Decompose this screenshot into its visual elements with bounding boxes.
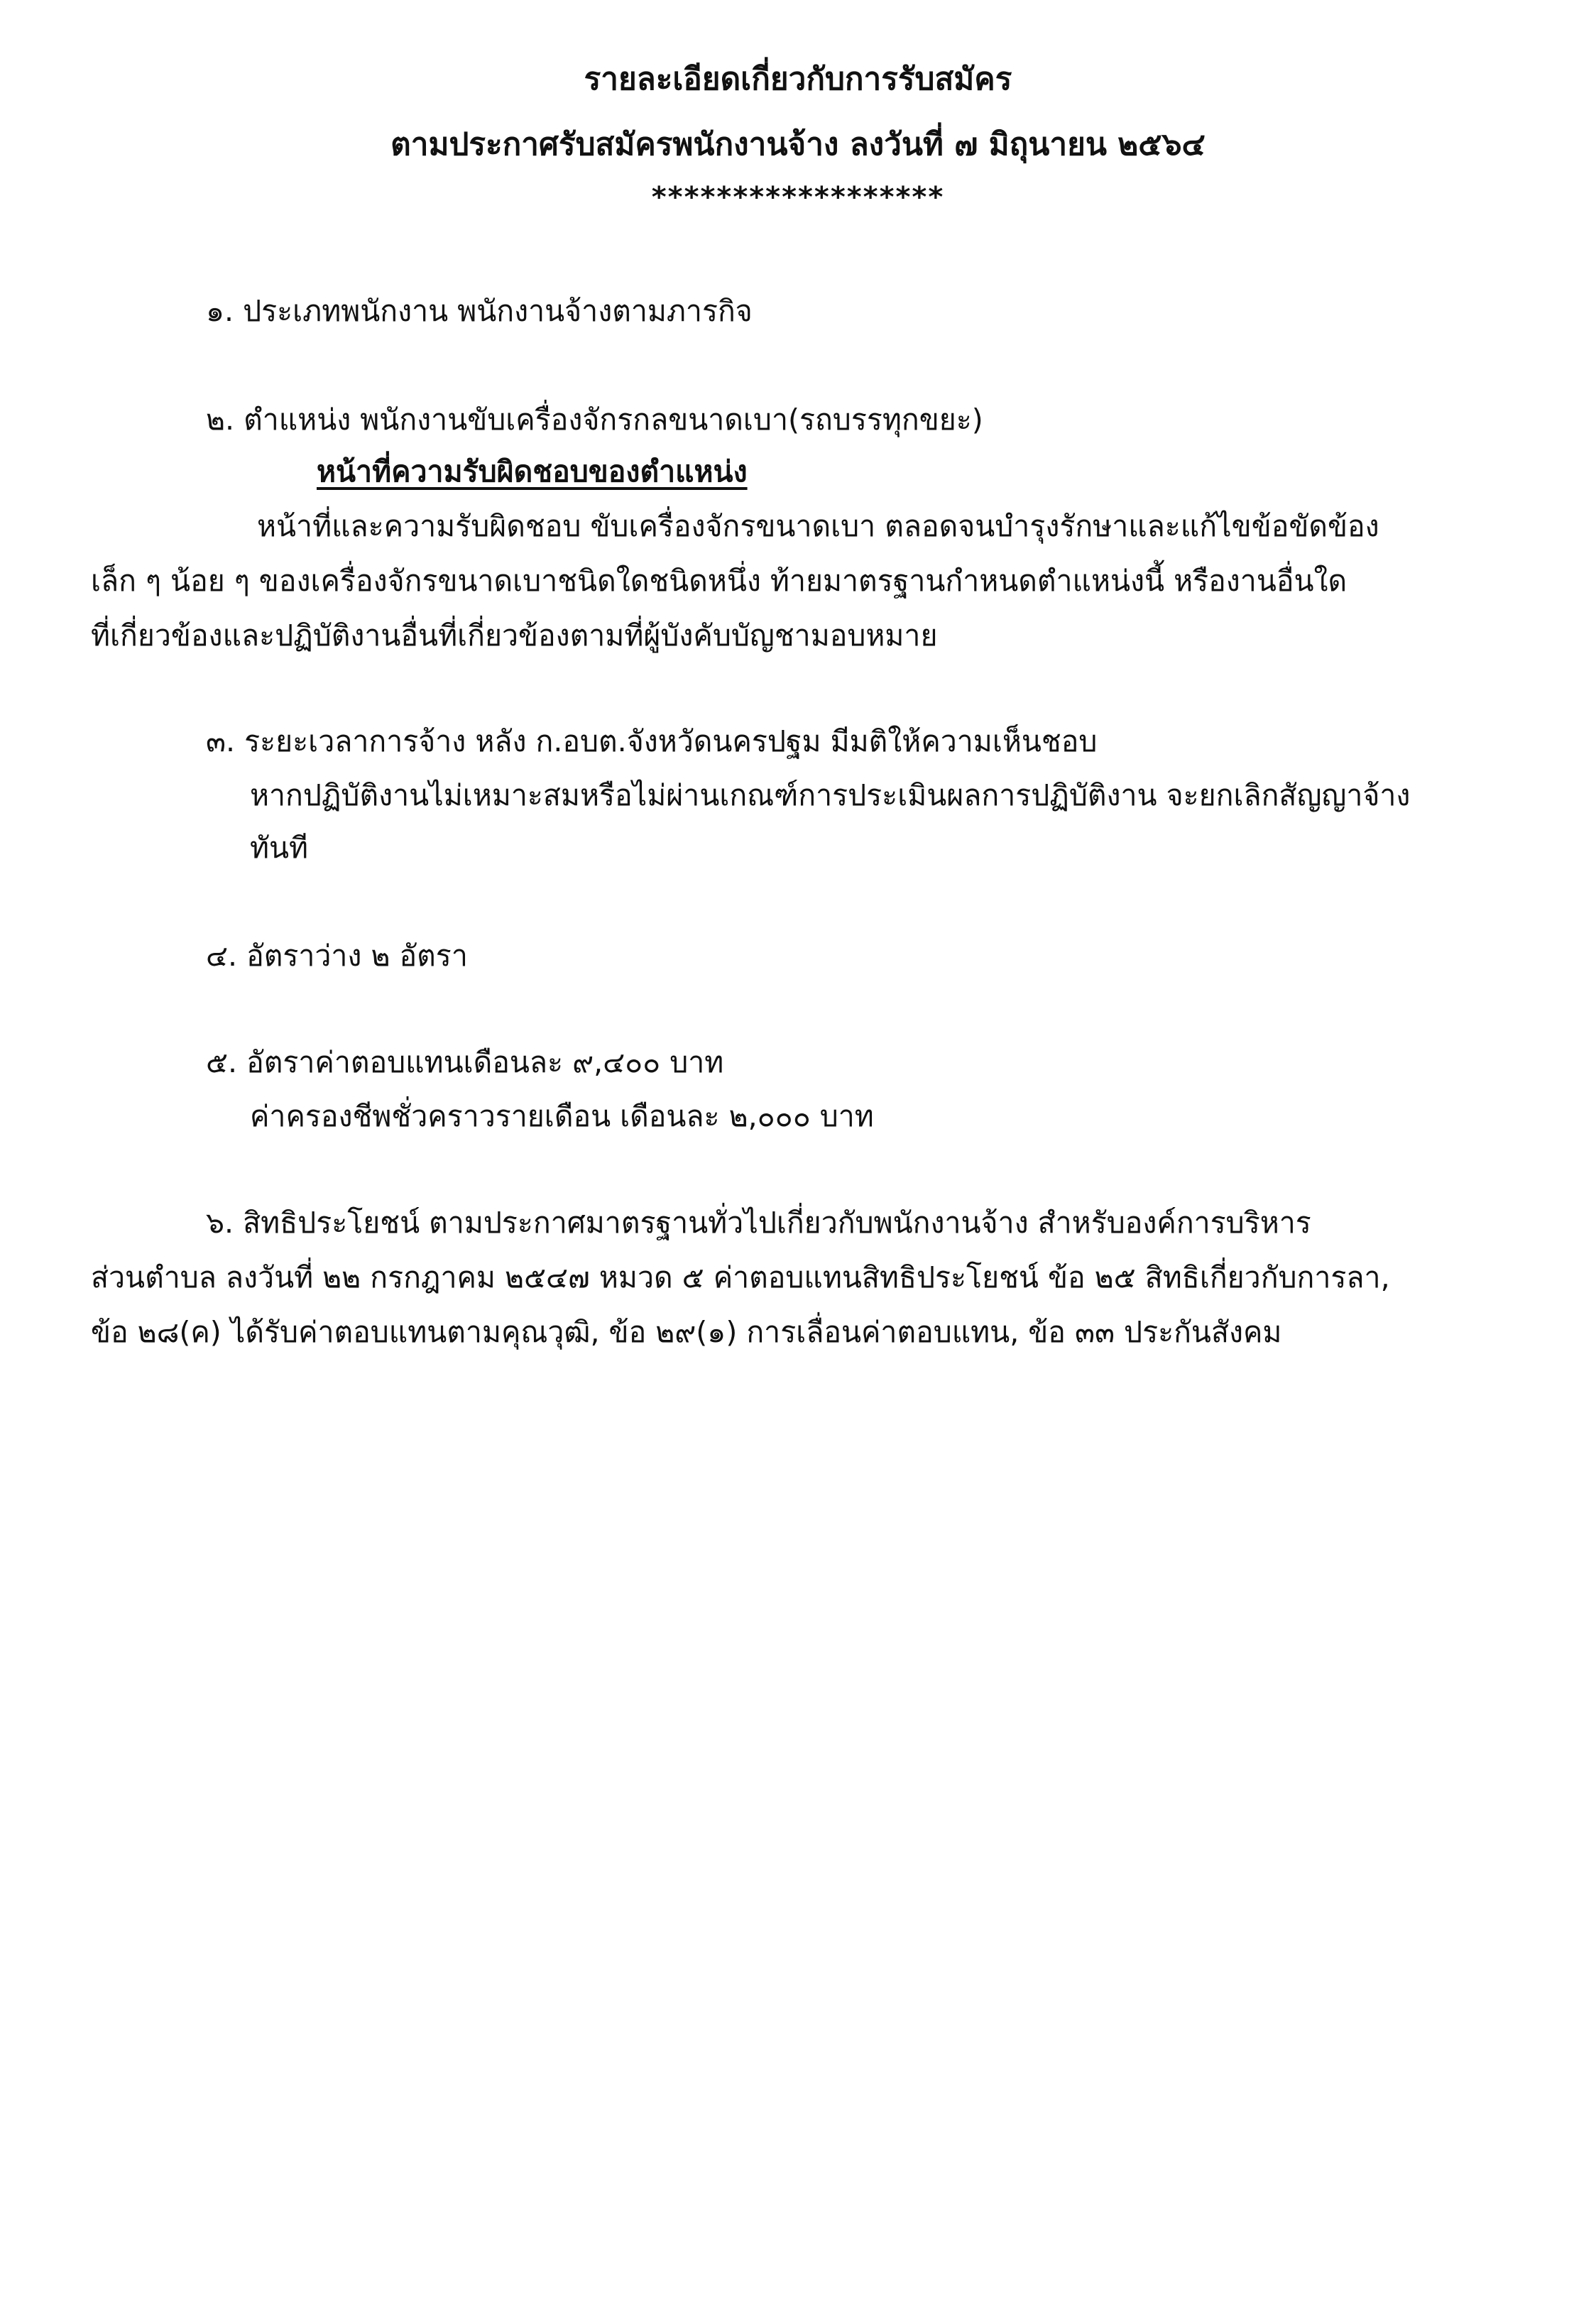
- item-1-employee-type: ๑. ประเภทพนักงาน พนักงานจ้างตามภารกิจ: [206, 294, 753, 328]
- item-6-line-3: ข้อ ๒๘(ค) ได้รับค่าตอบแทนตามคุณวุฒิ, ข้อ ๒๙(๑) การเลื่อนค่าตอบแทน, ข้อ ๓๓ ประกันสังคม: [91, 1315, 1282, 1349]
- item-5-compensation: ๕. อัตราค่าตอบแทนเดือนละ ๙,๔๐๐ บาท: [206, 1045, 724, 1079]
- document-title: รายละเอียดเกี่ยวกับการรับสมัคร: [584, 61, 1012, 97]
- item-6-line-2: ส่วนตำบล ลงวันที่ ๒๒ กรกฎาคม ๒๕๔๗ หมวด ๕ ค่าตอบแทนสิทธิประโยชน์ ข้อ ๒๕ สิทธิเกี่ยวกับการลา,: [91, 1260, 1390, 1294]
- document-subtitle: ตามประกาศรับสมัครพนักงานจ้าง ลงวันที่ ๗ มิถุนายน ๒๕๖๔: [390, 126, 1206, 163]
- item-2-duties-line-1: หน้าที่และความรับผิดชอบ ขับเครื่องจักรขนาดเบา ตลอดจนบำรุงรักษาและแก้ไขข้อขัดข้อง: [257, 509, 1379, 543]
- item-3-employment-period: ๓. ระยะเวลาการจ้าง หลัง ก.อบต.จังหวัดนครปฐม มีมติให้ความเห็นชอบ: [206, 724, 1098, 758]
- item-3-line-2: หากปฏิบัติงานไม่เหมาะสมหรือไม่ผ่านเกณฑ์การประเมินผลการปฏิบัติงาน จะยกเลิกสัญญาจ้าง: [250, 778, 1411, 812]
- item-4-vacancies: ๔. อัตราว่าง ๒ อัตรา: [206, 939, 468, 973]
- item-2-position: ๒. ตำแหน่ง พนักงานขับเครื่องจักรกลขนาดเบา(รถบรรทุกขยะ): [206, 403, 983, 437]
- title-separator: ******************: [651, 181, 945, 214]
- item-2-duties-heading: หน้าที่ความรับผิดชอบของตำแหน่ง: [317, 454, 748, 489]
- item-6-benefits: ๖. สิทธิประโยชน์ ตามประกาศมาตรฐานทั่วไปเกี่ยวกับพนักงานจ้าง สำหรับองค์การบริหาร: [206, 1206, 1311, 1240]
- item-5-cost-of-living: ค่าครองชีพชั่วคราวรายเดือน เดือนละ ๒,๐๐๐ บาท: [250, 1099, 874, 1133]
- item-2-duties-line-3: ที่เกี่ยวข้องและปฏิบัติงานอื่นที่เกี่ยวข้องตามที่ผู้บังคับบัญชามอบหมาย: [91, 618, 938, 653]
- item-3-line-3: ทันที: [250, 831, 309, 865]
- item-2-duties-line-2: เล็ก ๆ น้อย ๆ ของเครื่องจักรขนาดเบาชนิดใดชนิดหนึ่ง ท้ายมาตรฐานกำหนดตำแหน่งนี้ หรืองานอื่นใด: [91, 564, 1348, 598]
